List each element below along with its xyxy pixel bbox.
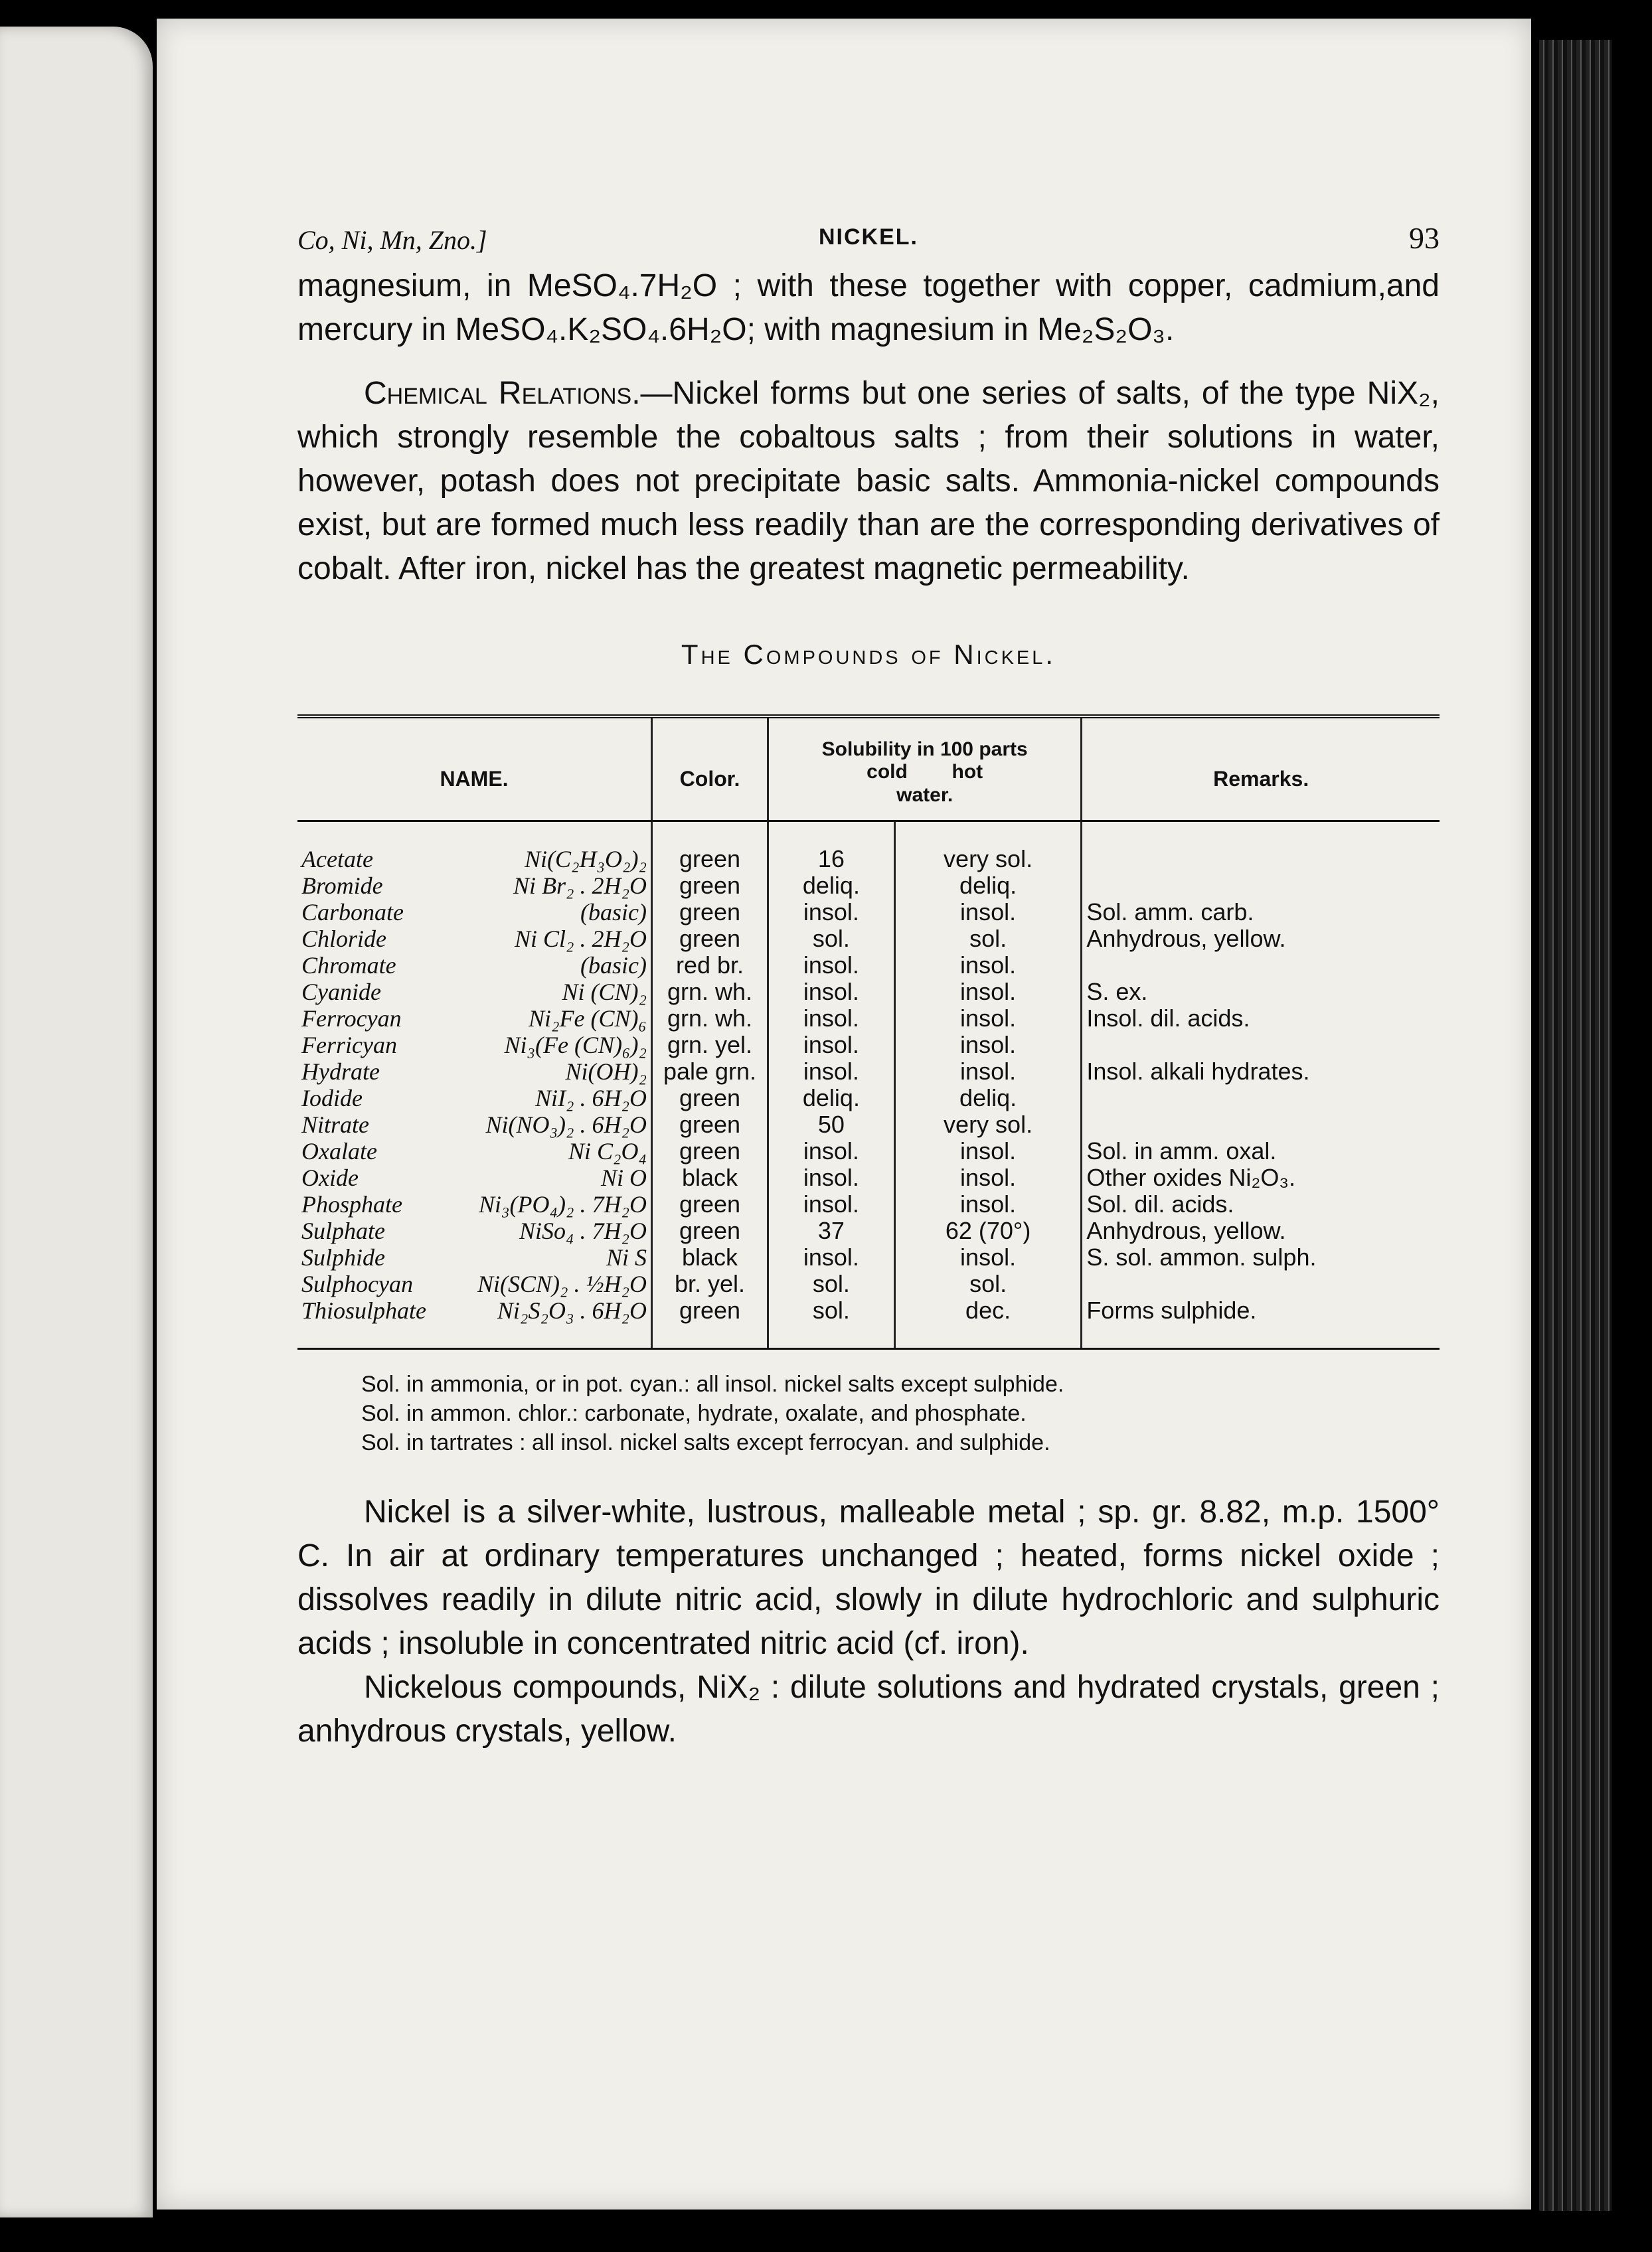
compound-name: Oxide bbox=[301, 1165, 359, 1191]
compound-formula: NiSo₄ . 7H₂O bbox=[519, 1218, 647, 1244]
table-notes bbox=[361, 1370, 1440, 1457]
book-page bbox=[157, 19, 1531, 2210]
compound-name-cell bbox=[297, 872, 652, 899]
compound-name-cell bbox=[297, 821, 652, 873]
header-cold: cold bbox=[867, 761, 908, 783]
header-water: water. bbox=[768, 784, 1082, 821]
compound-color: green bbox=[652, 1085, 768, 1111]
compound-remarks: Other oxides Ni₂O₃. bbox=[1082, 1165, 1440, 1191]
compound-formula: Ni₂S₂O₃ . 6H₂O bbox=[497, 1297, 647, 1324]
compound-remarks: Anhydrous, yellow. bbox=[1082, 1218, 1440, 1244]
table-row bbox=[297, 1111, 1440, 1138]
page-content bbox=[297, 218, 1440, 1753]
compound-remarks bbox=[1082, 952, 1440, 979]
compound-formula: Ni Br₂ . 2H₂O bbox=[513, 872, 647, 899]
compound-name-cell bbox=[297, 1271, 652, 1297]
table-row bbox=[297, 1032, 1440, 1058]
solubility-cold: insol. bbox=[768, 1005, 895, 1032]
paragraph-3: Nickel is a silver-white, lustrous, malleable metal ; sp. gr. 8.82, m.p. 1500° C. In air at ordinary temperatures unchanged ; heated, forms nickel oxide ; dissolves readily in dilute nitric acid, slowly in dilute hydrochloric and sulphuric acids ; insoluble in concentrated nitric acid (cf. iron). bbox=[297, 1494, 1440, 1661]
compound-formula: Ni₃(PO₄)₂ . 7H₂O bbox=[478, 1191, 647, 1218]
solubility-hot: insol. bbox=[894, 1032, 1081, 1058]
compound-name-cell bbox=[297, 979, 652, 1005]
compound-name: Carbonate bbox=[301, 899, 404, 925]
compound-formula: Ni(C₂H₃O₂)₂ bbox=[524, 846, 647, 872]
compound-name-cell bbox=[297, 1138, 652, 1165]
compound-remarks: S. sol. ammon. sulph. bbox=[1082, 1244, 1440, 1271]
solubility-hot: dec. bbox=[894, 1297, 1081, 1349]
compound-name-cell bbox=[297, 1165, 652, 1191]
table-row bbox=[297, 952, 1440, 979]
solubility-cold: insol. bbox=[768, 1032, 895, 1058]
solubility-cold: insol. bbox=[768, 952, 895, 979]
compound-name: Phosphate bbox=[301, 1191, 402, 1218]
compound-color: black bbox=[652, 1165, 768, 1191]
compound-color: grn. wh. bbox=[652, 979, 768, 1005]
compound-remarks: Sol. dil. acids. bbox=[1082, 1191, 1440, 1218]
compound-formula: Ni(NO₃)₂ . 6H₂O bbox=[485, 1111, 647, 1138]
compound-name: Hydrate bbox=[301, 1058, 380, 1085]
paragraph-1: magnesium, in MeSO₄.7H₂O ; with these together with copper, cadmium,and mercury in MeSO₄.K₂SO₄.6H₂O; with magnesium in Me₂S₂O₃. bbox=[297, 268, 1440, 347]
compound-color: green bbox=[652, 899, 768, 925]
solubility-cold: insol. bbox=[768, 979, 895, 1005]
compound-remarks: Forms sulphide. bbox=[1082, 1297, 1440, 1349]
compound-name-cell bbox=[297, 1005, 652, 1032]
solubility-hot: insol. bbox=[894, 1191, 1081, 1218]
table-row bbox=[297, 1244, 1440, 1271]
solubility-hot: deliq. bbox=[894, 872, 1081, 899]
compound-name: Ferricyan bbox=[301, 1032, 397, 1058]
compound-formula: Ni Cl₂ . 2H₂O bbox=[514, 925, 647, 952]
compound-name: Iodide bbox=[301, 1085, 363, 1111]
solubility-cold: 50 bbox=[768, 1111, 895, 1138]
note-1: Sol. in ammonia, or in pot. cyan.: all insol. nickel salts except sulphide. bbox=[361, 1372, 1064, 1397]
compound-color: br. yel. bbox=[652, 1271, 768, 1297]
compound-name-cell bbox=[297, 952, 652, 979]
compound-color: green bbox=[652, 1111, 768, 1138]
table-row bbox=[297, 1005, 1440, 1032]
compound-color: green bbox=[652, 872, 768, 899]
table-row bbox=[297, 1271, 1440, 1297]
solubility-hot: insol. bbox=[894, 1244, 1081, 1271]
compound-name: Nitrate bbox=[301, 1111, 370, 1138]
compound-color: grn. wh. bbox=[652, 1005, 768, 1032]
solubility-cold: deliq. bbox=[768, 1085, 895, 1111]
compound-formula: Ni O bbox=[600, 1165, 647, 1191]
compound-formula: Ni S bbox=[606, 1244, 647, 1271]
header-hot: hot bbox=[951, 761, 983, 783]
solubility-cold: insol. bbox=[768, 1165, 895, 1191]
solubility-cold: insol. bbox=[768, 1058, 895, 1085]
table-row bbox=[297, 925, 1440, 952]
solubility-hot: insol. bbox=[894, 952, 1081, 979]
compound-formula: (basic) bbox=[580, 952, 647, 979]
compound-remarks bbox=[1082, 1032, 1440, 1058]
solubility-hot: deliq. bbox=[894, 1085, 1081, 1111]
header-name: NAME. bbox=[297, 716, 652, 821]
header-solubility-sub bbox=[770, 761, 1080, 783]
paragraph-2-lead: Chemical Relations. bbox=[364, 376, 641, 411]
paragraph-4: Nickelous compounds, NiX₂ : dilute solutions and hydrated crystals, green ; anhydrous crystals, yellow. bbox=[297, 1670, 1440, 1749]
solubility-hot: sol. bbox=[894, 925, 1081, 952]
solubility-hot: very sol. bbox=[894, 1111, 1081, 1138]
compound-color: green bbox=[652, 1191, 768, 1218]
compound-color: black bbox=[652, 1244, 768, 1271]
table-title: The Compounds of Nickel. bbox=[681, 639, 1056, 670]
compound-color: green bbox=[652, 1218, 768, 1244]
compound-remarks bbox=[1082, 1085, 1440, 1111]
compound-name: Ferrocyan bbox=[301, 1005, 402, 1032]
solubility-hot: insol. bbox=[894, 1165, 1081, 1191]
solubility-hot: 62 (70°) bbox=[894, 1218, 1081, 1244]
compound-name-cell bbox=[297, 1085, 652, 1111]
compound-name-cell bbox=[297, 1032, 652, 1058]
table-row bbox=[297, 1058, 1440, 1085]
compound-name: Sulphate bbox=[301, 1218, 385, 1244]
compound-formula: Ni C₂O₄ bbox=[568, 1138, 647, 1165]
compound-name: Chloride bbox=[301, 925, 387, 952]
compound-formula: Ni₂Fe (CN)₆ bbox=[528, 1005, 647, 1032]
solubility-cold: insol. bbox=[768, 1138, 895, 1165]
solubility-cold: sol. bbox=[768, 925, 895, 952]
solubility-cold: 37 bbox=[768, 1218, 895, 1244]
compound-formula: (basic) bbox=[580, 899, 647, 925]
compound-remarks: Insol. alkali hydrates. bbox=[1082, 1058, 1440, 1085]
solubility-cold: insol. bbox=[768, 899, 895, 925]
table-row bbox=[297, 899, 1440, 925]
compound-color: green bbox=[652, 1138, 768, 1165]
table-row bbox=[297, 1138, 1440, 1165]
compound-name-cell bbox=[297, 1297, 652, 1349]
table-row bbox=[297, 1085, 1440, 1111]
compound-name-cell bbox=[297, 1244, 652, 1271]
compounds-table bbox=[297, 714, 1440, 1350]
compound-formula: Ni(SCN)₂ . ½H₂O bbox=[477, 1271, 647, 1297]
compound-formula: NiI₂ . 6H₂O bbox=[535, 1085, 647, 1111]
table-row bbox=[297, 872, 1440, 899]
table-row bbox=[297, 979, 1440, 1005]
compound-remarks: S. ex. bbox=[1082, 979, 1440, 1005]
paragraph-2-text: —Nickel forms but one series of salts, of the type NiX₂, which strongly resemble the cobaltous salts ; from their solutions in water, however, potash does not precipitate basic salts. Ammonia-nickel compounds exist, but are formed much less readily than are the corresponding derivatives of cobalt. After iron, nickel has the greatest magnetic permeability. bbox=[297, 376, 1440, 586]
compound-remarks bbox=[1082, 1271, 1440, 1297]
paragraph-2 bbox=[297, 372, 1440, 591]
solubility-cold: sol. bbox=[768, 1297, 895, 1349]
compound-name: Oxalate bbox=[301, 1138, 377, 1165]
solubility-hot: insol. bbox=[894, 979, 1081, 1005]
facing-page-edge bbox=[0, 27, 153, 2217]
compound-name-cell bbox=[297, 1111, 652, 1138]
header-section: Co, Ni, Mn, Zno.] bbox=[297, 225, 487, 255]
compound-formula: Ni(OH)₂ bbox=[565, 1058, 647, 1085]
table-row bbox=[297, 1297, 1440, 1349]
running-header bbox=[297, 218, 1440, 264]
compound-name: Thiosulphate bbox=[301, 1297, 427, 1324]
note-2: Sol. in ammon. chlor.: carbonate, hydrate, oxalate, and phosphate. bbox=[361, 1401, 1027, 1426]
compound-color: green bbox=[652, 925, 768, 952]
table-row bbox=[297, 1218, 1440, 1244]
header-color: Color. bbox=[652, 716, 768, 821]
solubility-hot: insol. bbox=[894, 899, 1081, 925]
compound-name: Chromate bbox=[301, 952, 396, 979]
compound-color: pale grn. bbox=[652, 1058, 768, 1085]
solubility-hot: insol. bbox=[894, 1138, 1081, 1165]
page-number: 93 bbox=[1409, 221, 1440, 255]
table-row bbox=[297, 1165, 1440, 1191]
table-row bbox=[297, 821, 1440, 873]
compound-remarks: Insol. dil. acids. bbox=[1082, 1005, 1440, 1032]
compound-name-cell bbox=[297, 925, 652, 952]
solubility-hot: very sol. bbox=[894, 821, 1081, 873]
header-title: NICKEL. bbox=[819, 224, 918, 250]
compound-formula: Ni₃(Fe (CN)₆)₂ bbox=[504, 1032, 647, 1058]
solubility-hot: insol. bbox=[894, 1005, 1081, 1032]
compound-color: green bbox=[652, 1297, 768, 1349]
compound-name: Sulphocyan bbox=[301, 1271, 413, 1297]
compound-color: red br. bbox=[652, 952, 768, 979]
solubility-hot: insol. bbox=[894, 1058, 1081, 1085]
compound-remarks bbox=[1082, 872, 1440, 899]
solubility-cold: insol. bbox=[768, 1191, 895, 1218]
solubility-hot: sol. bbox=[894, 1271, 1081, 1297]
compound-remarks: Anhydrous, yellow. bbox=[1082, 925, 1440, 952]
solubility-cold: sol. bbox=[768, 1271, 895, 1297]
compound-name: Cyanide bbox=[301, 979, 381, 1005]
header-solubility-label: Solubility in 100 parts bbox=[821, 738, 1028, 760]
compound-name: Acetate bbox=[301, 846, 373, 872]
compound-remarks bbox=[1082, 1111, 1440, 1138]
note-3: Sol. in tartrates : all insol. nickel salts except ferrocyan. and sulphide. bbox=[361, 1430, 1050, 1455]
compound-name-cell bbox=[297, 1191, 652, 1218]
compound-name: Bromide bbox=[301, 872, 383, 899]
header-solubility bbox=[768, 716, 1082, 784]
solubility-cold: deliq. bbox=[768, 872, 895, 899]
compound-formula: Ni (CN)₂ bbox=[562, 979, 647, 1005]
compound-remarks: Sol. in amm. oxal. bbox=[1082, 1138, 1440, 1165]
compound-remarks: Sol. amm. carb. bbox=[1082, 899, 1440, 925]
compound-color: grn. yel. bbox=[652, 1032, 768, 1058]
compound-name-cell bbox=[297, 899, 652, 925]
table-body bbox=[297, 821, 1440, 1349]
compound-name-cell bbox=[297, 1218, 652, 1244]
compound-name: Sulphide bbox=[301, 1244, 385, 1271]
table-row bbox=[297, 1191, 1440, 1218]
solubility-cold: insol. bbox=[768, 1244, 895, 1271]
compound-name-cell bbox=[297, 1058, 652, 1085]
compound-remarks bbox=[1082, 821, 1440, 873]
book-page-edges bbox=[1539, 40, 1612, 2211]
compound-color: green bbox=[652, 821, 768, 873]
solubility-cold: 16 bbox=[768, 821, 895, 873]
header-remarks: Remarks. bbox=[1082, 716, 1440, 821]
